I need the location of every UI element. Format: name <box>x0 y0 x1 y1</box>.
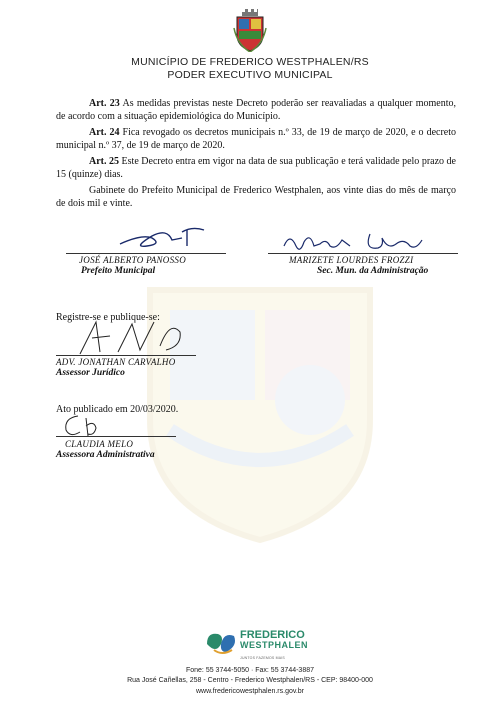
admin-name: CLAUDIA MELO <box>65 439 134 449</box>
closing-paragraph: Gabinete do Prefeito Municipal de Frederico Westphalen, aos vinte dias do mês de março de dois mil e vinte. <box>56 185 456 209</box>
article-23-label: Art. 23 <box>89 98 120 109</box>
header-municipality: MUNICÍPIO DE FREDERICO WESTPHALEN/RS <box>131 56 369 68</box>
article-24 <box>56 126 456 152</box>
mayor-signature-line <box>66 253 226 254</box>
admin-signature-icon <box>60 412 110 438</box>
municipal-crest-icon <box>233 8 267 52</box>
footer-phone: Fone: 55 3744-5050 · Fax: 55 3744-3887 <box>185 667 315 674</box>
coat-of-arms-watermark-icon <box>110 250 410 550</box>
secretary-signature-line <box>268 253 458 254</box>
lawyer-name: ADV. JONATHAN CARVALHO <box>56 357 176 367</box>
article-23-text: As medidas previstas neste Decreto poderão ser reavaliadas a qualquer momento, de acordo com a situação epidemiológica do Município. <box>56 98 456 122</box>
article-23 <box>56 97 456 123</box>
article-24-label: Art. 24 <box>89 127 120 138</box>
register-and-publish: Registre-se e publique-se: <box>56 312 160 323</box>
footer-logo-tagline: JUNTOS FAZEMOS MAIS <box>240 656 285 660</box>
secretary-signature-icon <box>280 226 430 256</box>
lawyer-signature-line <box>56 355 196 356</box>
article-24-text: Fica revogado os decretos municipais n.º 33, de 19 de março de 2020, e o decreto municipal n.º 37, de 19 de março de 2020. <box>56 127 456 151</box>
article-25-label: Art. 25 <box>89 156 120 167</box>
frederico-westphalen-logo-icon <box>204 628 238 656</box>
published-date: Ato publicado em 20/03/2020. <box>56 404 179 415</box>
footer-logo-line1: FREDERICO <box>240 629 305 641</box>
mayor-role: Prefeito Municipal <box>81 266 156 276</box>
admin-role: Assessora Administrativa <box>56 450 155 460</box>
footer-logo-text <box>240 630 308 650</box>
footer-website: www.fredericowestphalen.rs.gov.br <box>195 688 305 695</box>
article-25 <box>56 155 456 181</box>
article-25-text: Este Decreto entra em vigor na data de sua publicação e terá validade pelo prazo de 15 (quinze) dias. <box>56 156 456 180</box>
admin-signature-line <box>56 436 176 437</box>
secretary-role: Sec. Mun. da Administração <box>317 266 429 276</box>
mayor-signature-icon <box>112 216 212 256</box>
header-executive-power: PODER EXECUTIVO MUNICIPAL <box>167 69 333 81</box>
lawyer-signature-icon <box>70 316 190 358</box>
lawyer-role: Assessor Jurídico <box>56 368 125 378</box>
footer-logo-line2: WESTPHALEN <box>240 640 308 650</box>
mayor-name: JOSÉ ALBERTO PANOSSO <box>79 255 187 265</box>
secretary-name: MARIZETE LOURDES FROZZI <box>289 255 414 265</box>
footer-address: Rua José Cañellas, 258 - Centro - Frederico Westphalen/RS - CEP: 98400-000 <box>127 677 373 684</box>
